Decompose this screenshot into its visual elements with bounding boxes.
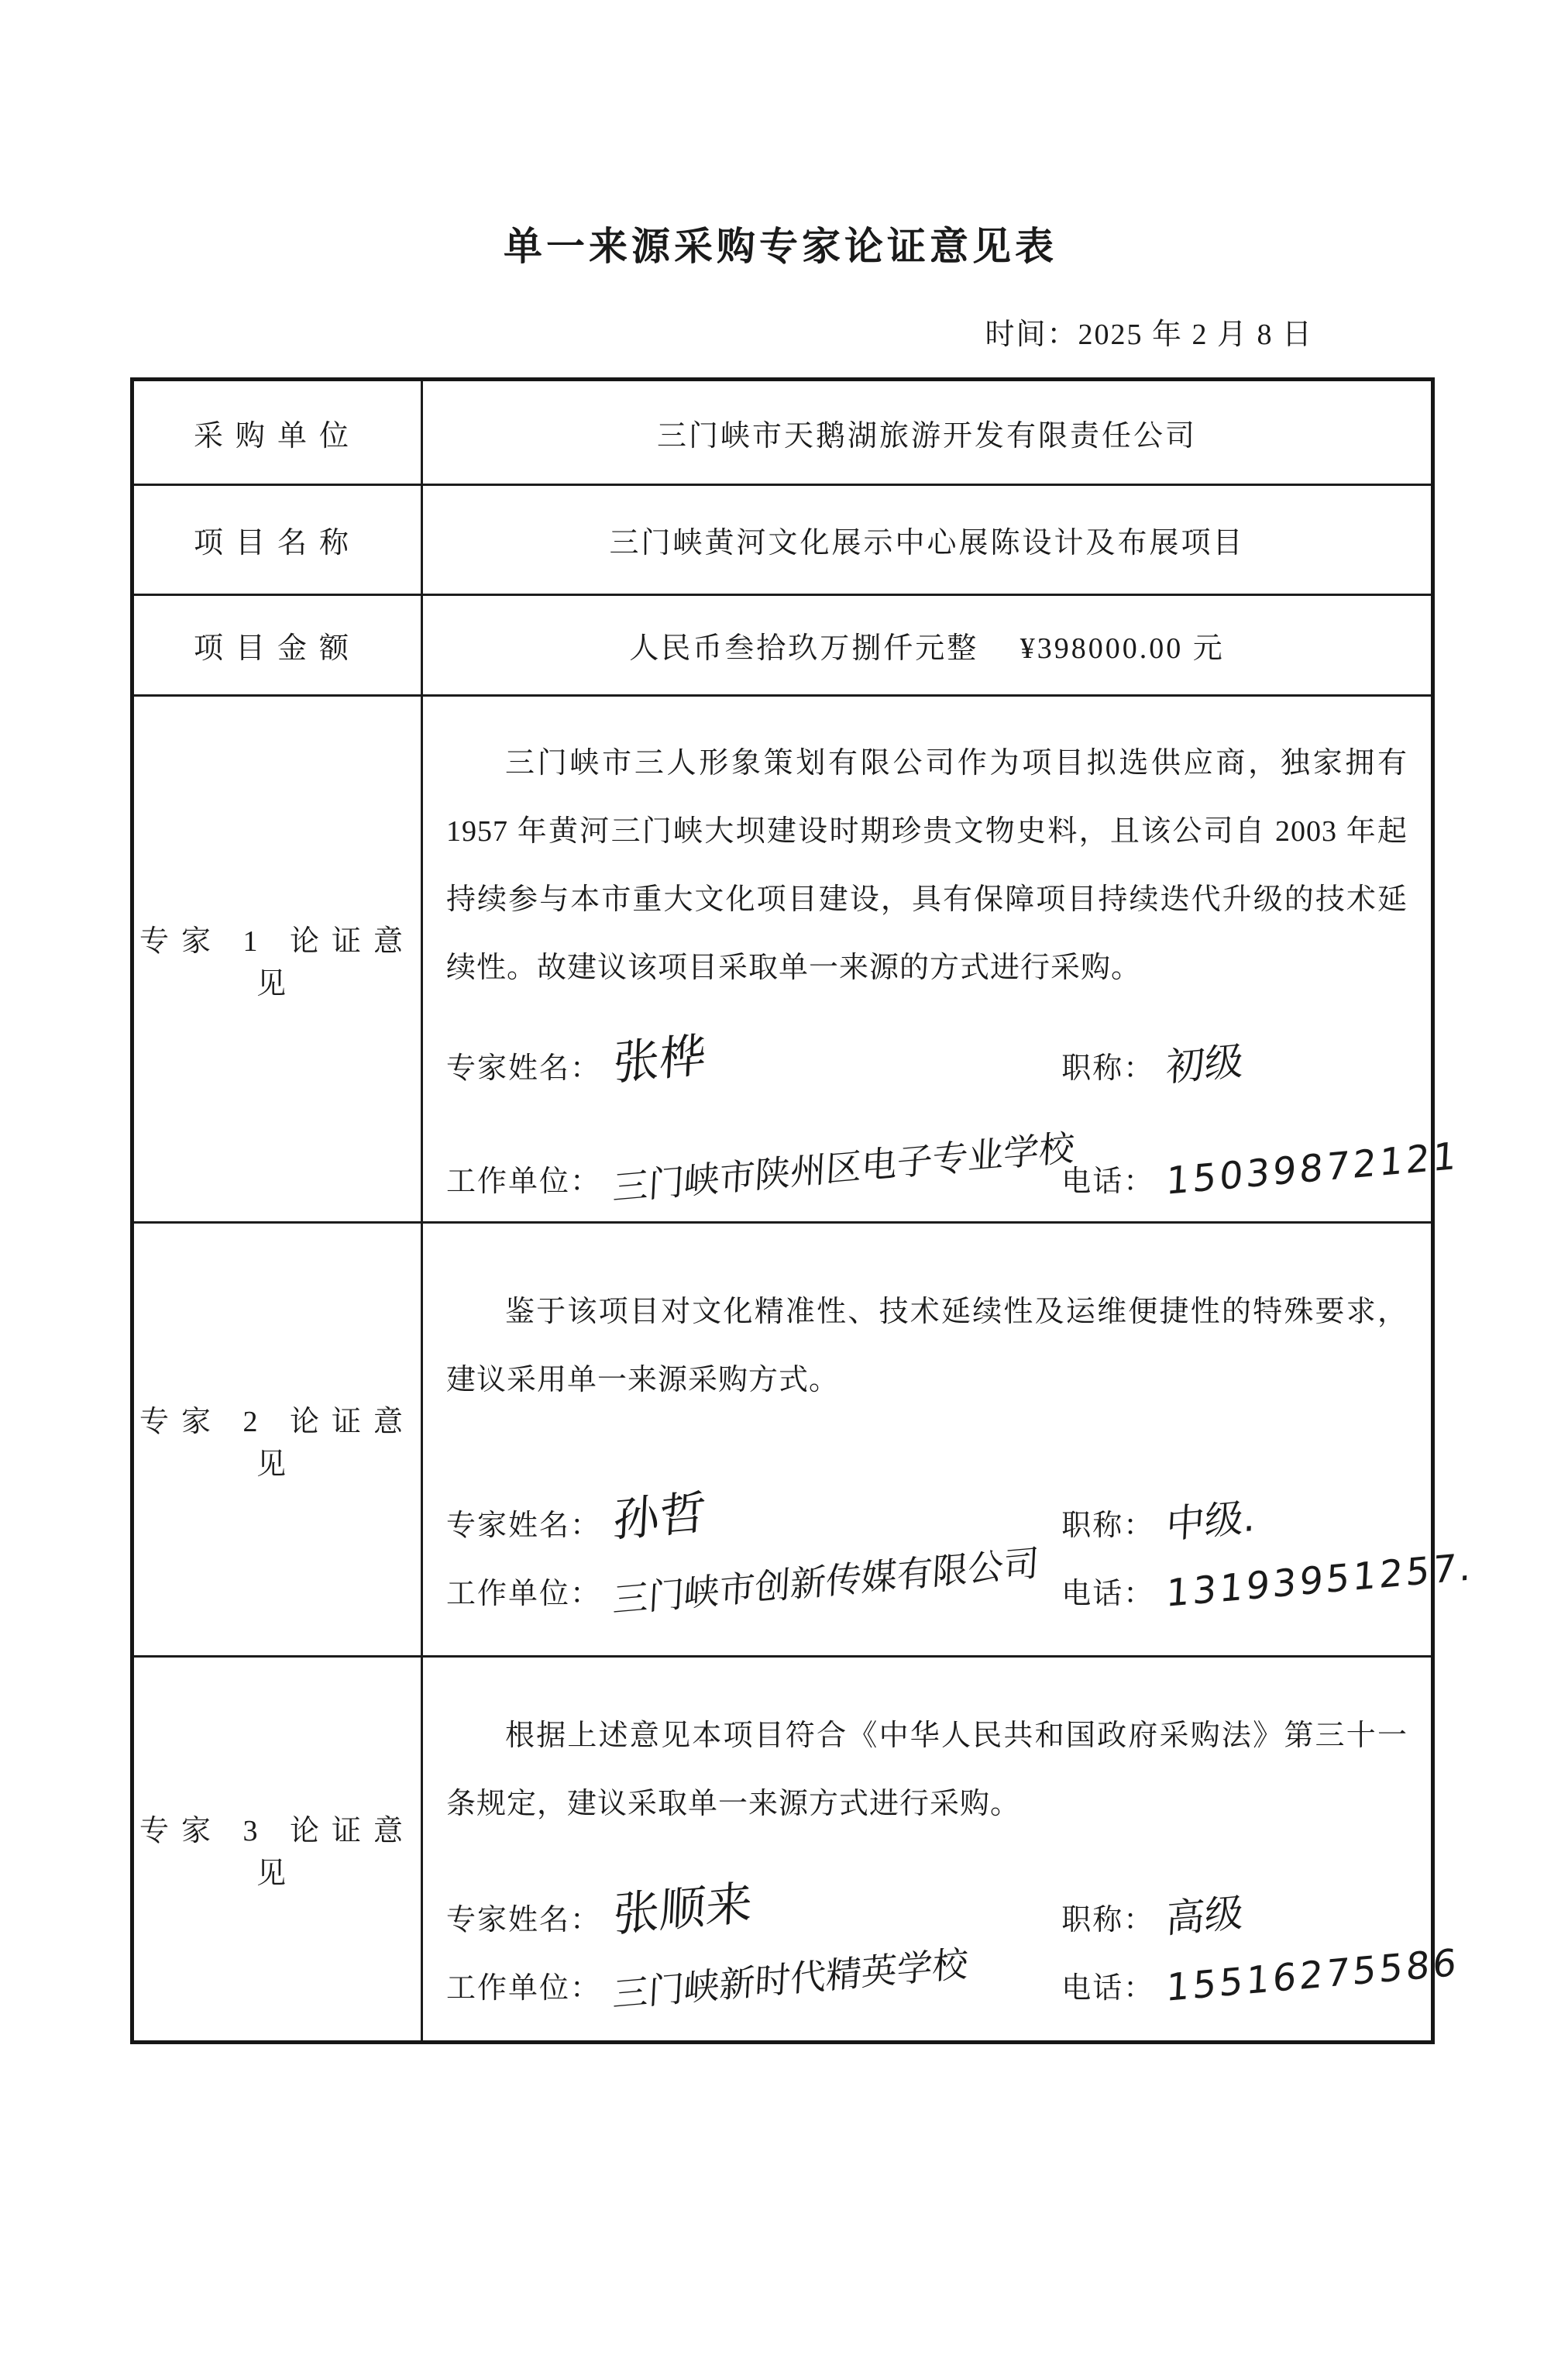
row-label-purchaser: 采购单位	[132, 380, 422, 485]
row-value-project-amount: 人民币叁拾玖万捌仟元整 ¥398000.00 元	[422, 595, 1433, 696]
expert3-opinion: 根据上述意见本项目符合《中华人民共和国政府采购法》第三十一条规定，建议采取单一来源方式进行采购。	[446, 1720, 1408, 1820]
expert1-signature-block	[446, 1028, 1461, 1216]
opinion-table	[130, 377, 1476, 2044]
table-row	[132, 380, 1433, 485]
expert3-name-row	[446, 1875, 1408, 1954]
expert-name-label: 专家姓名：	[446, 1052, 602, 1085]
expert-phone-label: 电话：	[1061, 1577, 1155, 1610]
expert1-phone-handwriting: 15039872121	[1165, 1133, 1461, 1203]
expert-title-label: 职称：	[1061, 1509, 1155, 1542]
expert1-title-handwriting: 初级	[1165, 1038, 1245, 1090]
table-row	[132, 595, 1433, 696]
expert2-phone-handwriting: 13193951257.	[1165, 1544, 1476, 1616]
page-title: 单一来源采购专家论证意见表	[504, 225, 1057, 268]
expert-name-label: 专家姓名：	[446, 1904, 602, 1937]
expert3-signature-block	[446, 1875, 1461, 2023]
expert-title-label: 职称：	[1061, 1052, 1155, 1085]
expert1-opinion: 三门峡市三人形象策划有限公司作为项目拟选供应商，独家拥有 1957 年黄河三门峡大坝建设时期珍贵文物史料，且该公司自 2003 年起持续参与本市重大文化项目建设，具有保障项目持续迭代升级的技术延续性。故建议该项目采取单一来源的方式进行采购。	[446, 746, 1408, 984]
table-row	[132, 696, 1433, 1223]
expert-unit-label: 工作单位：	[446, 1165, 602, 1198]
row-value-project-name: 三门峡黄河文化展示中心展陈设计及布展项目	[422, 485, 1433, 595]
expert1-name-row	[446, 1028, 1408, 1103]
expert3-unit-handwriting: 三门峡新时代精英学校	[611, 1942, 969, 2016]
expert3-unit-row	[446, 1940, 1461, 2023]
expert3-cell	[422, 1657, 1461, 2043]
date-line: 时间：2025 年 2 月 8 日	[985, 318, 1313, 351]
table-row	[132, 1223, 1433, 1657]
expert2-unit-handwriting: 三门峡市创新传媒有限公司	[611, 1541, 1040, 1621]
expert2-title-handwriting: 中级.	[1165, 1493, 1257, 1547]
table-row	[132, 1657, 1433, 2043]
expert3-name-handwriting: 张顺来	[611, 1875, 754, 1943]
expert2-opinion: 鉴于该项目对文化精准性、技术延续性及运维便捷性的特殊要求，建议采用单一来源采购方式。	[446, 1295, 1408, 1396]
row-label-project-amount: 项目金额	[132, 595, 422, 696]
expert3-title-handwriting: 高级	[1165, 1889, 1245, 1943]
expert2-cell	[422, 1223, 1476, 1657]
expert3-phone-handwriting: 15516275586	[1165, 1940, 1461, 2011]
expert2-signature-block	[446, 1485, 1476, 1628]
expert-phone-label: 电话：	[1061, 1972, 1155, 2005]
expert-name-label: 专家姓名：	[446, 1509, 602, 1542]
row-label-expert3: 专家 3 论证意见	[132, 1657, 422, 2043]
expert1-cell	[422, 696, 1461, 1223]
row-value-purchaser: 三门峡市天鹅湖旅游开发有限责任公司	[422, 380, 1433, 485]
expert1-unit-row	[446, 1125, 1461, 1216]
row-label-expert2: 专家 2 论证意见	[132, 1223, 422, 1657]
table-row	[132, 485, 1433, 595]
expert-unit-label: 工作单位：	[446, 1577, 602, 1610]
expert-title-label: 职称：	[1061, 1904, 1155, 1937]
expert-phone-label: 电话：	[1061, 1165, 1155, 1198]
row-label-project-name: 项目名称	[132, 485, 422, 595]
expert2-unit-row	[446, 1541, 1476, 1628]
expert-unit-label: 工作单位：	[446, 1972, 602, 2005]
expert1-unit-handwriting: 三门峡市陕州区电子专业学校	[611, 1125, 1076, 1209]
expert1-name-handwriting: 张桦	[611, 1028, 707, 1091]
row-label-expert1: 专家 1 论证意见	[132, 696, 422, 1223]
expert2-name-row	[446, 1485, 1408, 1560]
expert2-name-handwriting: 孙哲	[611, 1485, 707, 1548]
